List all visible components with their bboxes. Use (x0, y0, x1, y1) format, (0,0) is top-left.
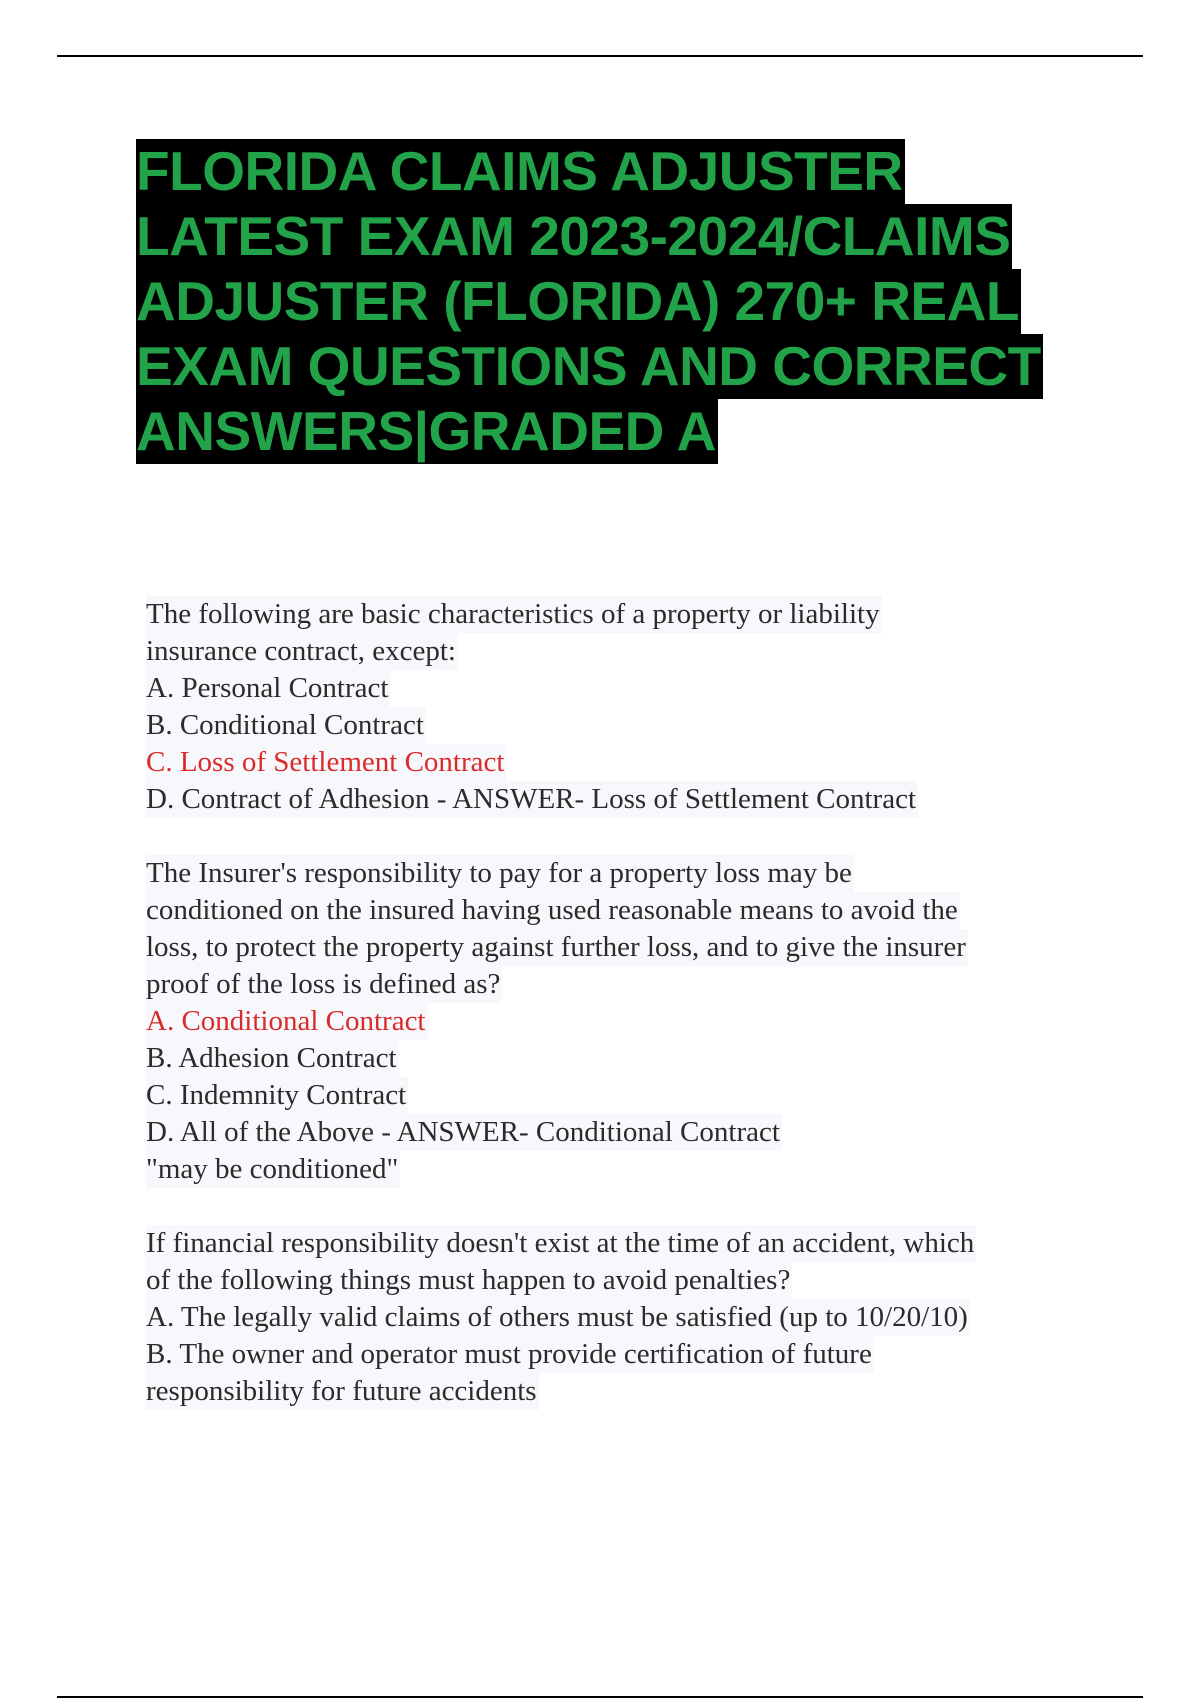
question-text: The Insurer's responsibility to pay for a property loss may be (146, 855, 854, 892)
title-line: FLORIDA CLAIMS ADJUSTER (136, 140, 903, 202)
question-text: The following are basic characteristics of a property or liability (146, 596, 882, 633)
question-text: If financial responsibility doesn't exist at the time of an accident, which (146, 1225, 976, 1262)
question-text: conditioned on the insured having used reasonable means to avoid the (146, 892, 960, 929)
answer-option: C. Indemnity Contract (146, 1077, 408, 1114)
top-rule (57, 55, 1143, 57)
answer-note: "may be conditioned" (146, 1151, 400, 1188)
document-title (136, 139, 1136, 464)
answer-option: B. Conditional Contract (146, 707, 426, 744)
question-text: loss, to protect the property against further loss, and to give the insurer (146, 929, 968, 966)
title-line: LATEST EXAM 2023-2024/CLAIMS (136, 205, 1011, 267)
correct-answer-option: C. Loss of Settlement Contract (146, 744, 506, 781)
question-list (146, 596, 1086, 1447)
title-line: ADJUSTER (FLORIDA) 270+ REAL (136, 270, 1019, 332)
answer-option: D. Contract of Adhesion - ANSWER- Loss of Settlement Contract (146, 781, 918, 818)
question-item (146, 855, 1086, 1188)
question-text: proof of the loss is defined as? (146, 966, 502, 1003)
title-line: ANSWERS|GRADED A (136, 400, 716, 462)
answer-option: B. The owner and operator must provide certification of future (146, 1336, 874, 1373)
answer-option: A. Personal Contract (146, 670, 390, 707)
question-text: insurance contract, except: (146, 633, 458, 670)
question-item (146, 1225, 1086, 1410)
answer-option: D. All of the Above - ANSWER- Conditional Contract (146, 1114, 782, 1151)
answer-option: B. Adhesion Contract (146, 1040, 399, 1077)
answer-option: responsibility for future accidents (146, 1373, 539, 1410)
correct-answer-option: A. Conditional Contract (146, 1003, 428, 1040)
question-text: of the following things must happen to avoid penalties? (146, 1262, 792, 1299)
question-item (146, 596, 1086, 818)
title-line: EXAM QUESTIONS AND CORRECT (136, 335, 1041, 397)
bottom-rule (57, 1696, 1143, 1698)
answer-option: A. The legally valid claims of others must be satisfied (up to 10/20/10) (146, 1299, 970, 1336)
